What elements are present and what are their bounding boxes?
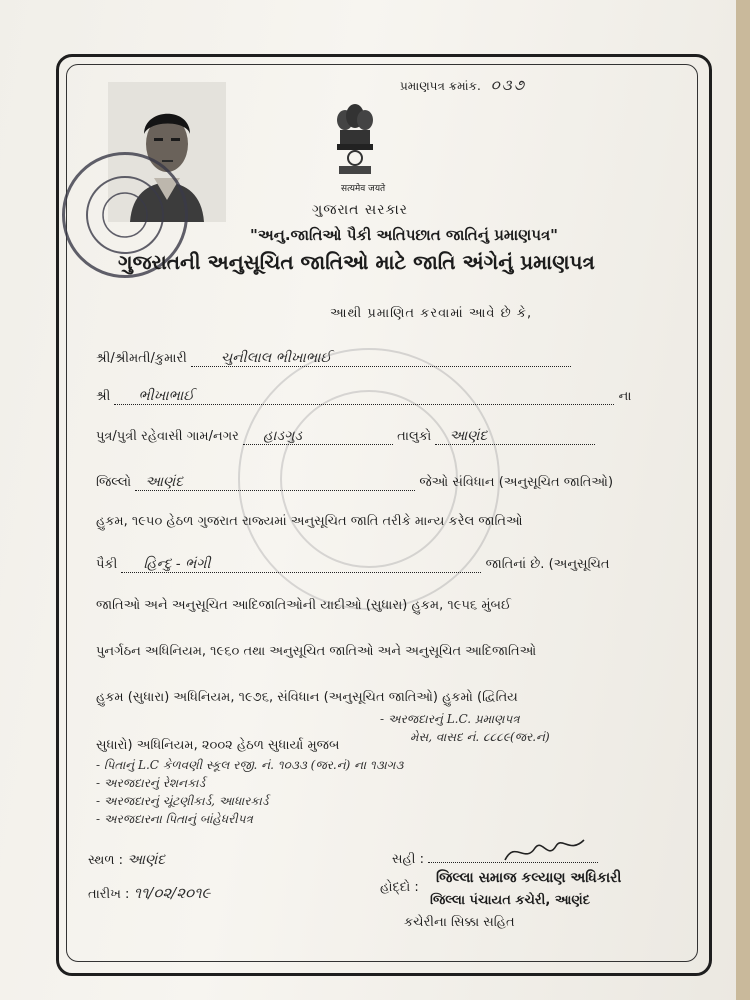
- signature-label: સહી :: [392, 852, 425, 867]
- ashoka-emblem-icon: [330, 100, 380, 180]
- residence-label: પુત્ર/પુત્રી રહેવાસી ગામ/નગર: [96, 429, 239, 444]
- name-label: શ્રી/શ્રીમતી/કુમારી: [96, 351, 187, 366]
- body-line-8: જાતિઓ અને અનુસૂચિત આદિજાતિઓની યાદીઓ (સુધારા) હુકમ, ૧૯૫૬ મુંબઈ: [96, 598, 512, 613]
- note-item: - અરજદારનું રેશનકાર્ડ: [96, 776, 206, 790]
- note-item: - પિતાનું L.C કેળવણી સ્કૂલ રજી. નં. ૧૦૩૩ (જર.નં) ના ૧૩ાગ૩: [96, 758, 404, 772]
- officer-stamp-subtitle: જિલ્લા પંચાયત કચેરી, આણંદ: [430, 893, 590, 908]
- note-item: મેસ, વાસદ નં. ૮૮૮૯(જર.નં): [410, 730, 550, 744]
- district-value: આણંદ: [145, 474, 184, 490]
- date-label: તારીખ :: [88, 887, 130, 902]
- caste-label: પૈકી: [96, 557, 118, 572]
- father-value: ભીખાભાઈ: [138, 388, 195, 404]
- body-line-9: પુનર્ગઠન અધિનિયમ, ૧૯૬૦ તથા અનુસૂચિત જાતિઓ અને અનુસૂચિત આદિજાતિઓ: [96, 644, 537, 659]
- table-edge: [736, 0, 750, 1000]
- district-row: [96, 474, 613, 491]
- certificate-subtitle: "અનુ.જાતિઓ પૈકી અતિપછાત જાતિનું પ્રમાણપત્ર": [250, 226, 558, 244]
- date-row: [88, 884, 210, 902]
- certificate-title: ગુજરાતની અનુસૂચિત જાતિઓ માટે જાતિ અંગેનું પ્રમાણપત્ર: [118, 250, 595, 274]
- body-line-10: હુકમ (સુધારા) અધિનિયમ, ૧૯૭૬, સંવિધાન (અનુસૂચિત જાતિઓ) હુકમો (દ્વિતિય: [96, 690, 518, 705]
- residence-row: [96, 428, 595, 445]
- certificate-number-label: પ્રમાણપત્ર ક્રમાંક.: [400, 79, 481, 93]
- taluka-label: તાલુકો: [397, 429, 432, 444]
- father-suffix: ના: [618, 389, 632, 404]
- taluka-value: આણંદ: [449, 428, 488, 444]
- intro-text: આથી પ્રમાણિત કરવામાં આવે છે કે,: [330, 306, 533, 321]
- note-item: - અરજદારનું ચૂંટણીકાર્ડ, આધારકાર્ડ: [96, 794, 269, 808]
- father-row: [96, 388, 631, 405]
- note-item: - અરજદારના પિતાનું બાંહેધરીપત્ર: [96, 812, 253, 826]
- date-value: ૧૧/૦૨/૨૦૧૯: [133, 884, 211, 902]
- caste-row: [96, 556, 610, 573]
- name-row: [96, 350, 571, 367]
- residence-value: હાડગુડ: [263, 428, 302, 444]
- caste-tail: જાતિનાં છે. (અનુસૂચિત: [485, 557, 610, 572]
- certificate-number: [400, 76, 526, 94]
- district-tail: જેઓ સંવિધાન (અનુસૂચિત જાતિઓ): [419, 475, 614, 490]
- note-item: - અરજદારનું L.C. પ્રમાણપત્ર: [380, 712, 520, 726]
- name-value: ચુનીલાલ ભીખાભાઈ: [221, 350, 332, 366]
- district-label: જિલ્લો: [96, 475, 132, 490]
- designation-label: હોદ્દો :: [380, 880, 419, 895]
- father-label: શ્રી: [96, 389, 111, 404]
- body-line-6: હુકમ, ૧૯૫૦ હેઠળ ગુજરાત રાજ્યમાં અનુસૂચિત જાતિ તરીકે માન્ય કરેલ જાતિઓ: [96, 514, 523, 529]
- body-line-11: સુધારો) અધિનિયમ, ૨૦૦૨ હેઠળ સુધાર્યા મુજબ: [96, 738, 340, 753]
- certificate-number-value: ૦૩૭: [490, 76, 527, 94]
- place-value: આણંદ: [127, 852, 166, 868]
- government-name: ગુજરાત સરકાર: [312, 202, 408, 218]
- place-row: [88, 852, 165, 868]
- signature-icon: [500, 830, 590, 870]
- officer-stamp-title: જિલ્લા સમાજ કલ્યાણ અધિકારી: [436, 870, 622, 886]
- place-label: સ્થળ :: [88, 853, 124, 868]
- caste-value: હિન્દુ - ભંગી: [143, 556, 211, 572]
- office-seal-note: કચેરીના સિક્કા સહિત: [404, 915, 515, 930]
- emblem-motto: सत्यमेव जयते: [341, 184, 386, 194]
